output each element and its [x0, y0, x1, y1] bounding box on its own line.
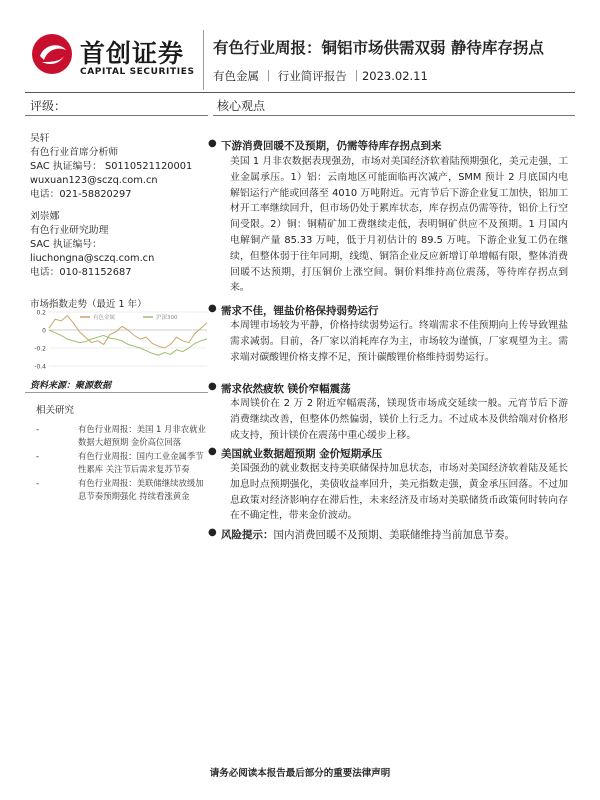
section-heading-magnesium: ● 需求依然疲软 镁价窄幅震荡: [208, 381, 351, 395]
risk-label: 风险提示：: [221, 529, 274, 541]
analyst-email[interactable]: wuxuan123@sczq.com.cn: [30, 175, 158, 186]
related-research-title: 相关研究: [36, 405, 75, 416]
analyst-email[interactable]: liuchongna@sczq.com.cn: [30, 253, 155, 264]
report-title: 有色行业周报：铜铝市场供需双弱 静待库存拐点: [213, 39, 544, 57]
section-paragraph-magnesium: 本周镁价在 2 万 2 附近窄幅震荡，镁现货市场成交延续一般。元宵节后下游消费继续改善，但整体仍然偏弱，镁价上行乏力。不过成本及供给端对价格形成支持，预计镁价在震荡中重心缓步上移。: [230, 398, 568, 441]
bullet-icon: ●: [208, 138, 217, 149]
related-item[interactable]: - 有色行业周报：美国 1 月非农就业数据大超预期 金价高位回落: [36, 424, 206, 447]
section-heading-lithium: ● 需求不佳，锂盐价格保持弱势运行: [208, 303, 379, 317]
section-paragraph-copper-aluminum: 美国 1 月非农数据表现强劲，市场对美国经济软着陆预期强化，美元走强，工业金属承压。1）铝：云南地区可能面临再次减产，SMM 预计 2 月底国内电解铝运行产能或回落至 4010 万吨附近。元宵节后下游企业复工加快，铝加工材开工率继续回升，但市场仍处于累库状态，库存拐点仍需等待，铝价上行空间受限。2）铜：铜精矿加工费继续走低，表明铜矿供应不及预期。1 月国内电解铜产量 85.33 万吨，低于月初估计的 89.5 万吨。下游企业复工仍在继续，但整体弱于往年同期，线缆、铜箔企业反应新增订单增幅有限，整体消费回暖不达预期，打压铜价上涨空间。铜价料维持高位震荡，等待库存拐点到来。: [230, 156, 568, 294]
series-line: [49, 330, 207, 355]
analyst-sac: SAC 执证编号：: [30, 239, 102, 250]
analyst-role: 有色行业首席分析师: [30, 147, 119, 158]
bullet-icon: -: [36, 451, 40, 461]
bullet-icon: ●: [208, 303, 217, 314]
analyst-phone: 电话：021-58820297: [30, 189, 132, 200]
chart-source: 资料来源：聚源数据: [30, 381, 112, 391]
legal-disclaimer-footer: 请务必阅读本报告最后部分的重要法律声明: [209, 768, 391, 779]
related-item[interactable]: - 有色行业周报：国内工业金属季节性累库 关注节后需求复苏节奏: [36, 451, 204, 474]
logo-english-name: CAPITAL SECURITIES: [80, 67, 195, 77]
analyst-name: 吴轩: [30, 133, 50, 144]
chart-source-rule: [25, 392, 208, 393]
main-rule: [213, 115, 575, 116]
capital-securities-logo-icon: [30, 32, 74, 76]
series-line: [49, 316, 207, 348]
legend-label: 沪深300: [156, 315, 178, 321]
section-paragraph-gold: 美国强劲的就业数据支持美联储保持加息状态，市场对美国经济软着陆及延长加息时点预期强化，美债收益率回升，美元指数走强，黄金承压回落。不过加息政策对经济影响存在滞后性，未来经济及市场对美联储货币政策何时转向存在不确定性，带来金价波动。: [230, 463, 568, 522]
y-tick-label: -0.4: [34, 363, 46, 370]
market-index-chart: [25, 308, 210, 370]
risk-warning: [208, 527, 515, 542]
section-paragraph-lithium: 本周锂市场较为平静，价格持续弱势运行。终端需求不佳预期向上传导致锂盐需求减弱。目前，各厂家以消耗库存为主，市场较为谨慎，厂家观望为主。需求端对碳酸锂价格支撑不足，预计碳酸锂价格维持弱势运行。: [230, 320, 568, 363]
rating-label: 评级：: [30, 99, 67, 113]
bullet-icon: -: [36, 424, 40, 434]
core-view-title: 核心观点: [217, 99, 266, 113]
analyst-card: [30, 210, 154, 280]
sidebar-rule: [25, 115, 208, 116]
y-tick-label: 0.2: [36, 309, 46, 317]
analyst-role: 有色行业研究助理: [30, 225, 109, 236]
section-heading-gold: ● 美国就业数据超预期 金价短期承压: [208, 446, 383, 460]
analyst-sac: SAC 执证编号： S0110521120001: [30, 161, 193, 172]
section-heading-copper-aluminum: ● 下游消费回暖不及预期，仍需等待库存拐点到来: [208, 138, 442, 152]
header-rule: [25, 92, 575, 93]
logo-chinese-name: 首创证券: [80, 39, 185, 68]
legend-label: 有色金属: [93, 315, 116, 321]
analyst-name: 刘崇娜: [30, 211, 60, 222]
bullet-icon: -: [36, 478, 40, 488]
analyst-card: [30, 132, 192, 202]
risk-text: 国内消费回暖不及预期、美联储维持当前加息节奏。: [273, 529, 515, 541]
chart-title: 市场指数走势（最近 1 年）: [30, 299, 147, 310]
bullet-icon: ●: [208, 527, 217, 538]
y-tick-label: -0.2: [34, 345, 46, 353]
header-divider: [203, 30, 204, 90]
y-tick-label: 0: [42, 327, 46, 335]
analyst-phone: 电话：010-81152687: [30, 267, 132, 278]
bullet-icon: ●: [208, 381, 217, 392]
related-item[interactable]: - 有色行业周报：美联储继续放缓加息节奏预期强化 持续看涨黄金: [36, 478, 204, 501]
report-meta: 有色金属 ｜ 行业简评报告 ｜2023.02.11: [213, 69, 428, 83]
bullet-icon: ●: [208, 446, 217, 457]
